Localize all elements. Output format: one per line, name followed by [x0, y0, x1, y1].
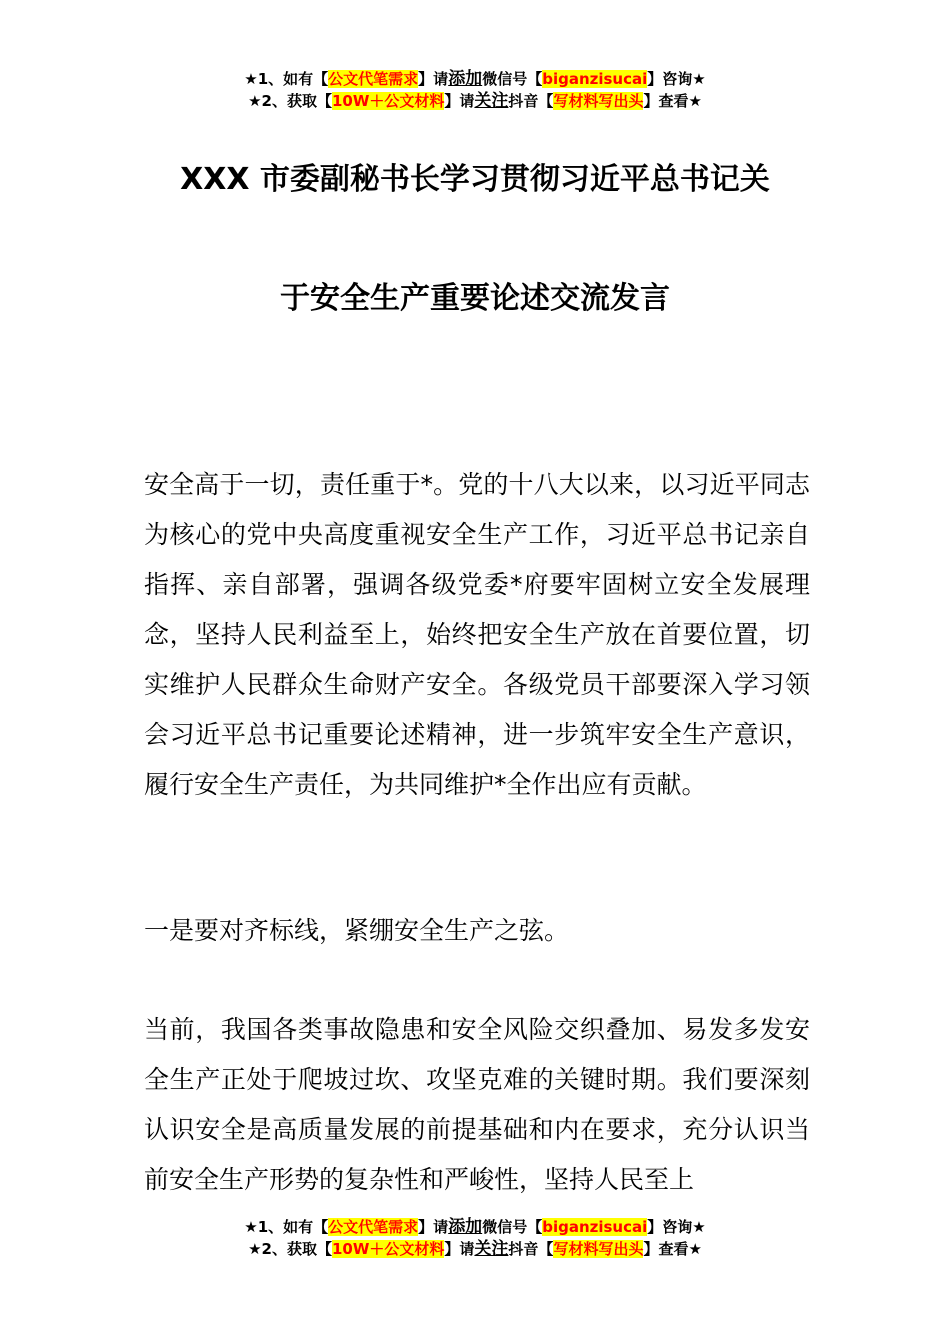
footer-emphasis-follow: 关注	[474, 1239, 509, 1259]
banner-line-1: ★1、如有【公文代笔需求】请添加微信号【biganzisucai】咨询★	[244, 69, 706, 89]
footer-banner	[0, 1216, 950, 1260]
emphasis-add: 添加	[448, 69, 483, 89]
emphasis-follow: 关注	[474, 91, 509, 111]
footer-highlight-wechat-id[interactable]: biganzisucai	[542, 1218, 648, 1236]
footer-highlight-service: 公文代笔需求	[328, 1218, 419, 1236]
paragraph-current-situation: 当前，我国各类事故隐患和安全风险交织叠加、易发多发安全生产正处于爬坡过坎、攻坚克难的关键时期。我们要深刻认识安全是高质量发展的前提基础和内在要求，充分认识当前安全生产形势的复杂性和严峻性，坚持人民至上	[144, 1015, 810, 1194]
paragraph-heading-one: 一是要对齐标线，紧绷安全生产之弦。	[144, 916, 570, 945]
highlight-douyin-account[interactable]: 写材料写出头	[553, 92, 644, 110]
footer-banner-line-2: ★2、获取【10W＋公文材料】请关注抖音【写材料写出头】查看★	[248, 1239, 702, 1259]
banner-line-2: ★2、获取【10W＋公文材料】请关注抖音【写材料写出头】查看★	[248, 91, 702, 111]
highlight-materials: 10W＋公文材料	[331, 92, 445, 110]
footer-highlight-douyin-account[interactable]: 写材料写出头	[553, 1240, 644, 1258]
footer-banner-line-1: ★1、如有【公文代笔需求】请添加微信号【biganzisucai】咨询★	[244, 1217, 706, 1237]
paragraph-intro: 安全高于一切，责任重于*。党的十八大以来，以习近平同志为核心的党中央高度重视安全生产工作，习近平总书记亲自指挥、亲自部署，强调各级党委*府要牢固树立安全发展理念，坚持人民利益至上，始终把安全生产放在首要位置，切实维护人民群众生命财产安全。各级党员干部要深入学习领会习近平总书记重要论述精神，进一步筑牢安全生产意识，履行安全生产责任，为共同维护*全作出应有贡献。	[144, 470, 810, 799]
document-title-line-1: XXX 市委副秘书长学习贯彻习近平总书记关	[180, 162, 770, 197]
footer-highlight-materials: 10W＋公文材料	[331, 1240, 445, 1258]
highlight-service: 公文代笔需求	[328, 70, 419, 88]
document-title-line-2: 于安全生产重要论述交流发言	[280, 281, 670, 316]
header-banner	[0, 68, 950, 112]
footer-emphasis-add: 添加	[448, 1217, 483, 1237]
highlight-wechat-id[interactable]: biganzisucai	[542, 70, 648, 88]
